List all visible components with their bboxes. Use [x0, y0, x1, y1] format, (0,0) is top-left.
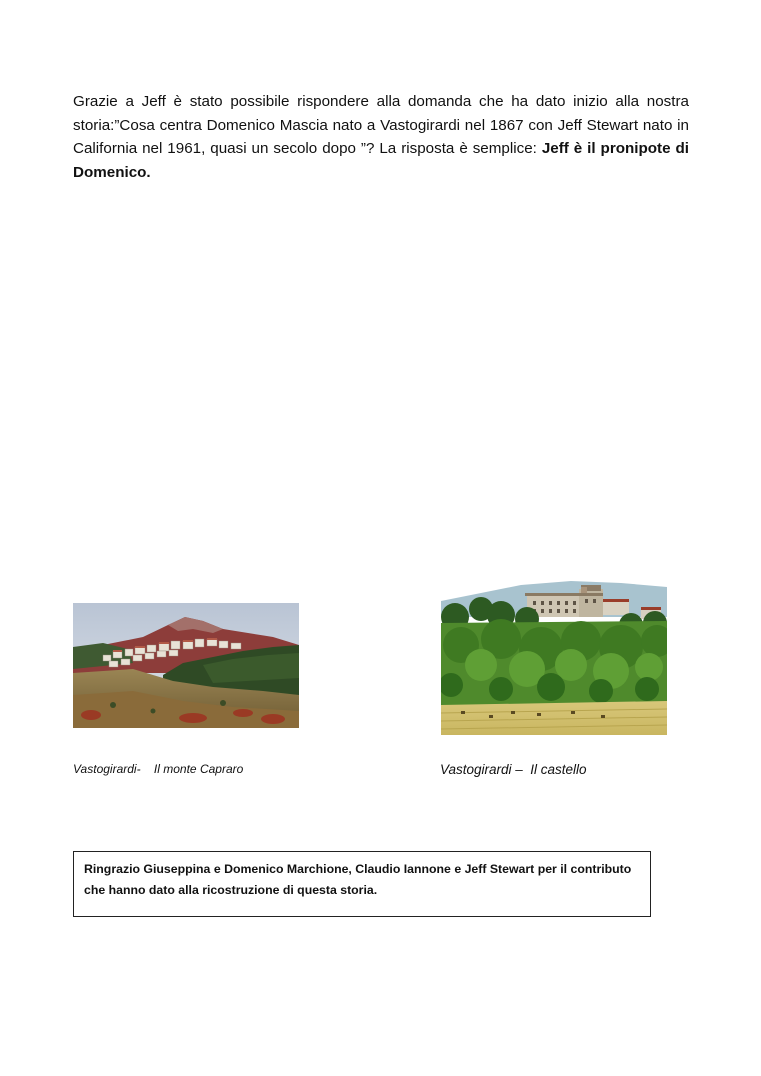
- intro-paragraph: [73, 90, 689, 184]
- photo-caption-castello: Vastogirardi – Il castello: [440, 762, 587, 777]
- photo-monte-capraro: [73, 603, 299, 728]
- intro-text: Grazie a Jeff è stato possibile rispondere alla domanda che ha dato inizio alla nostra storia:”Cosa centra Domenico Mascia nato a Vastogirardi nel 1867 con Jeff Stewart nato in California nel 1961, quasi un secolo dopo ”? La risposta è semplice:: [73, 93, 689, 157]
- acknowledgements-box: [73, 851, 651, 917]
- photo-castello: [441, 565, 667, 735]
- acknowledgements-text: Ringrazio Giuseppina e Domenico Marchione, Claudio Iannone e Jeff Stewart per il contributo che hanno dato alla ricostruzione di questa storia.: [84, 862, 632, 897]
- photo-caption-monte-capraro: Vastogirardi- Il monte Capraro: [73, 762, 244, 776]
- intro-conclusion: Jeff è il pronipote di Domenico.: [73, 140, 689, 181]
